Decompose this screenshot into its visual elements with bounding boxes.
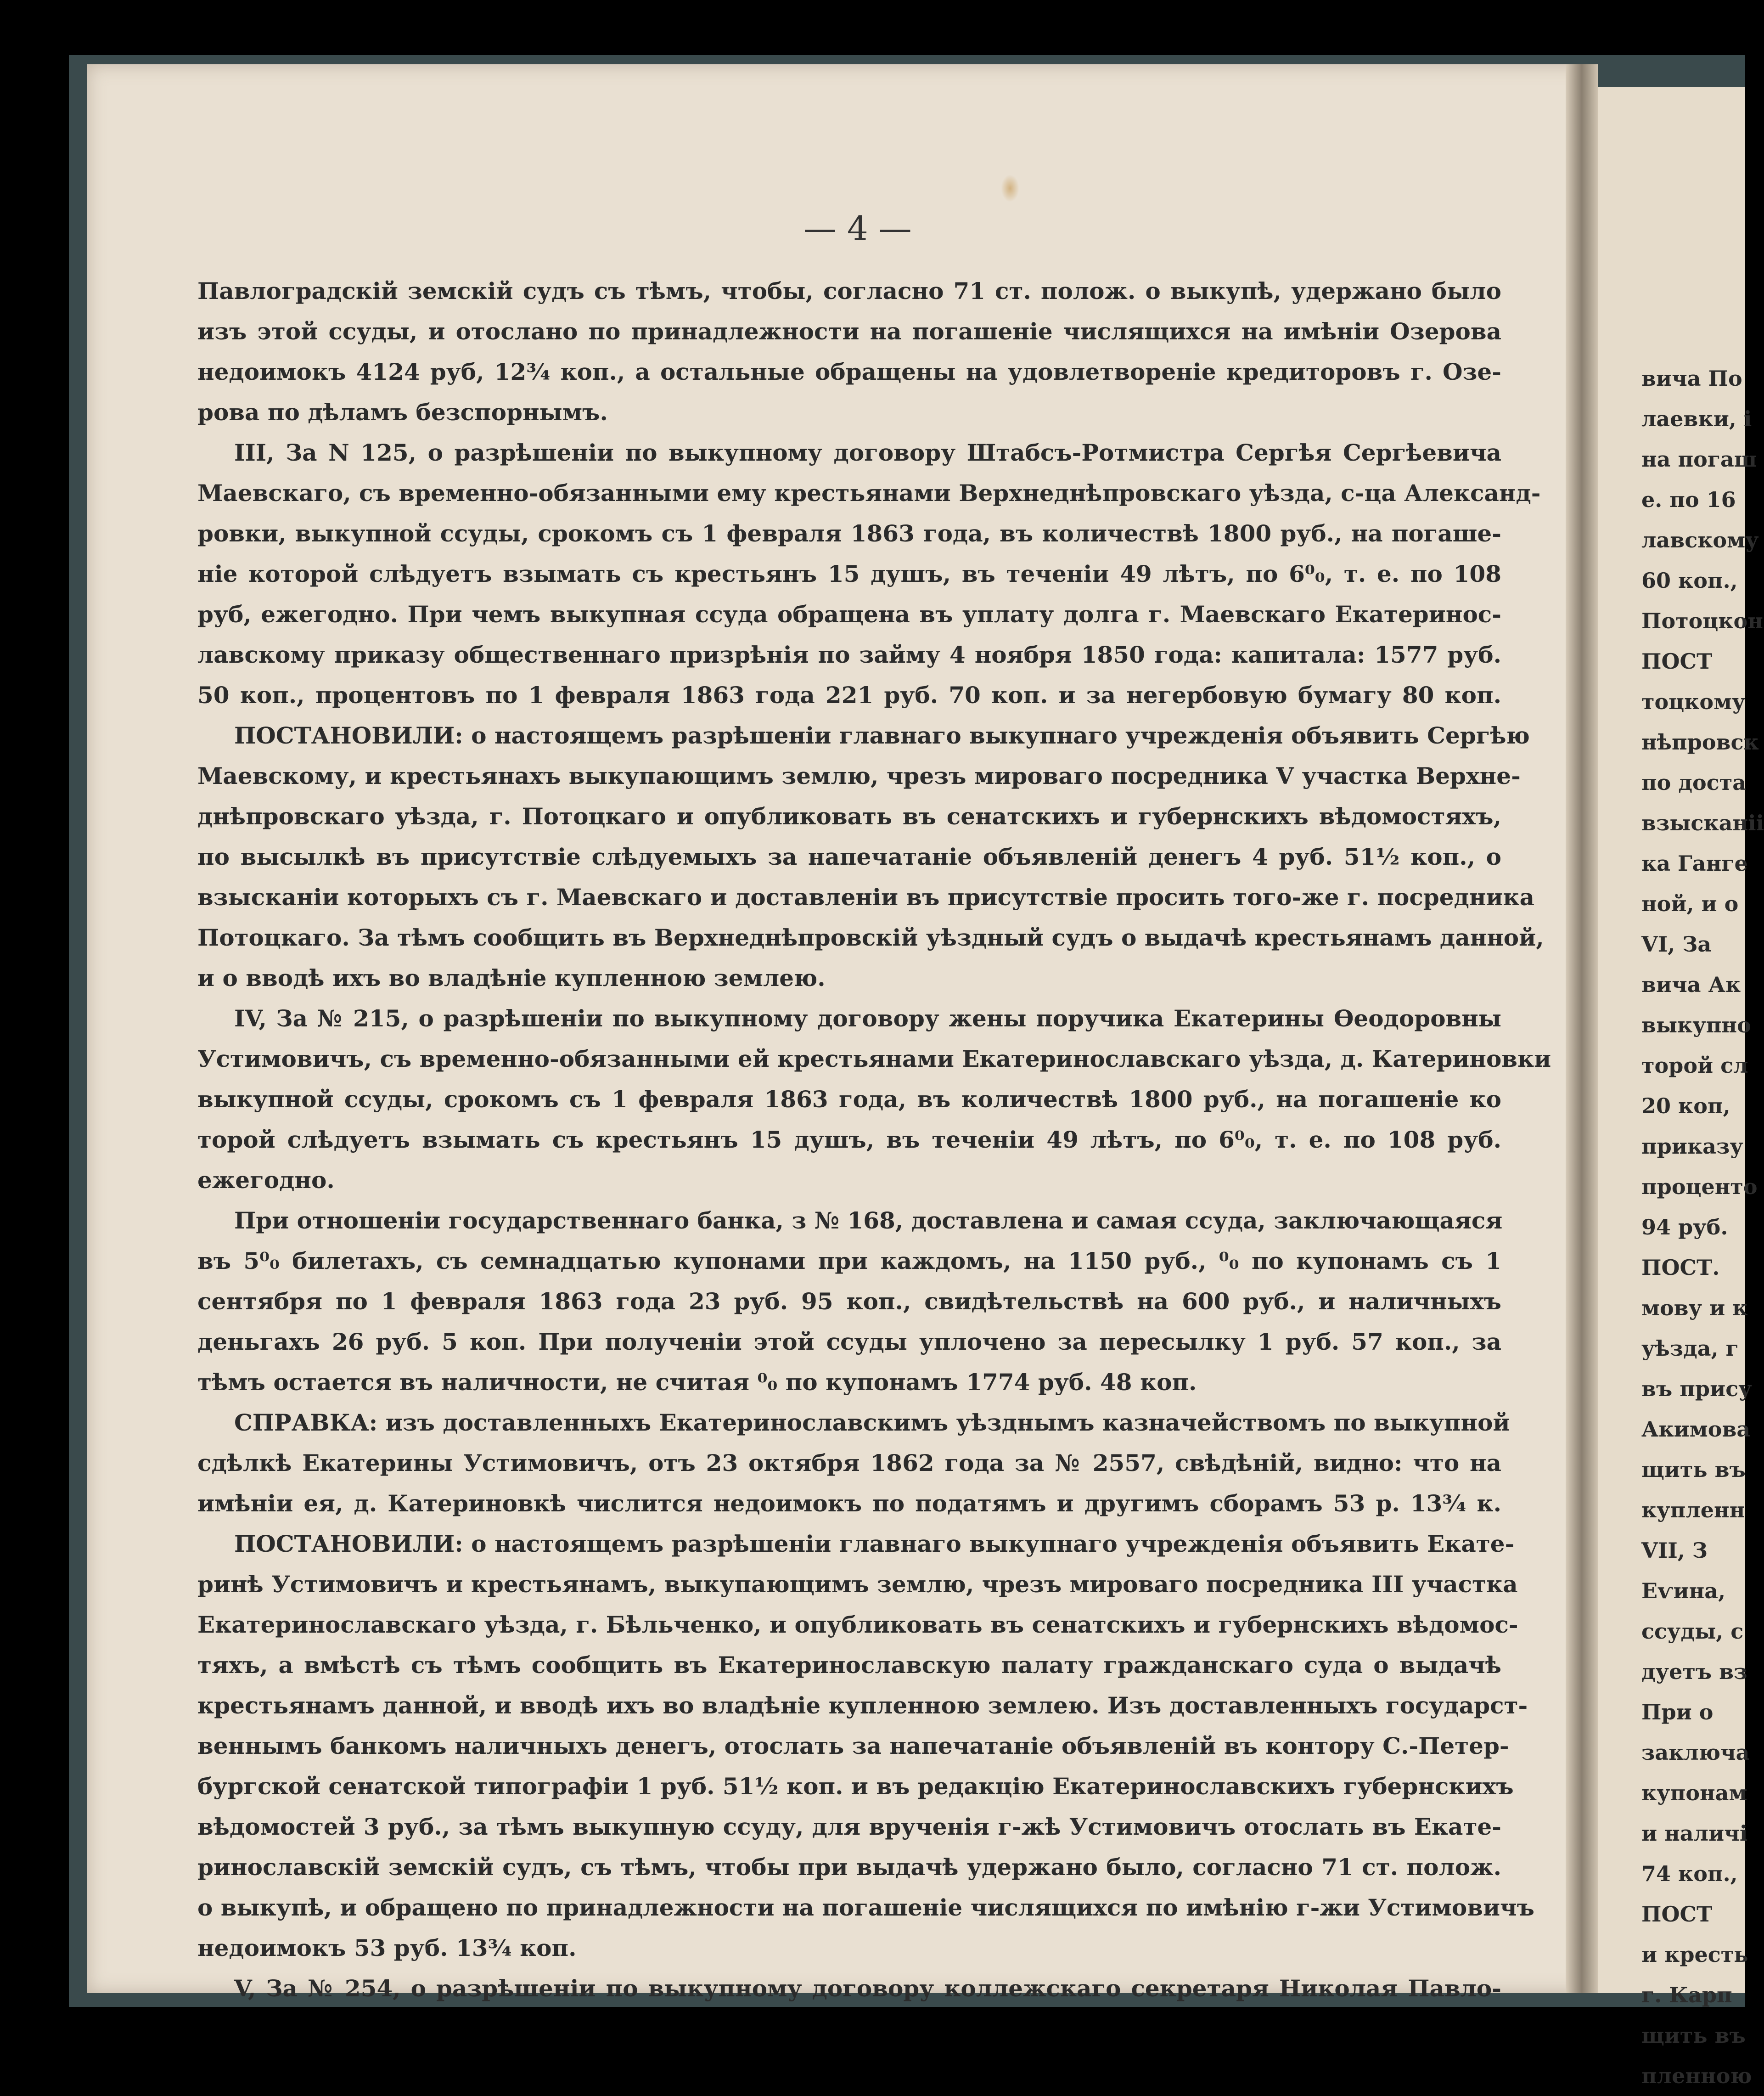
text-line: ежегодно. bbox=[197, 1166, 335, 1194]
facing-text-line: лавскому bbox=[1641, 528, 1759, 552]
facing-text-line: проценто bbox=[1641, 1174, 1758, 1199]
text-line: сентября по 1 февраля 1863 года 23 руб. 95 коп., свидѣтельствѣ на 600 руб., и наличныхъ bbox=[197, 1288, 1501, 1315]
text-line: недоимокъ 4124 руб, 12¾ коп., а остальные обращены на удовлетвореніе кредиторовъ г. Озе- bbox=[197, 358, 1501, 385]
paper-stain bbox=[1001, 175, 1019, 202]
text-line: взысканіи которыхъ съ г. Маевскаго и доставленіи въ присутствіе просить того-же г. посредника bbox=[197, 884, 1535, 911]
page-number: — 4 — bbox=[803, 209, 912, 248]
page-body-text bbox=[197, 271, 1551, 2009]
facing-text-line: лаевки, і bbox=[1641, 406, 1752, 431]
facing-text-line: ПОСТ bbox=[1641, 1902, 1713, 1927]
facing-text-line: заключа bbox=[1641, 1740, 1750, 1765]
facing-text-line: и наличі bbox=[1641, 1821, 1748, 1846]
facing-text-line: вича По bbox=[1641, 366, 1742, 391]
text-line: ринѣ Устимовичъ и крестьянамъ, выкупающимъ землю, чрезъ мироваго посредника III участка bbox=[197, 1571, 1518, 1598]
text-line: сдѣлкѣ Екатерины Устимовичъ, отъ 23 октября 1862 года за № 2557, свѣдѣній, видно: что на bbox=[197, 1449, 1501, 1476]
text-line: V, За № 254, о разрѣшеніи по выкупному договору коллежскаго секретаря Николая Павло- bbox=[234, 1975, 1501, 2002]
text-line: недоимокъ 53 руб. 13¾ коп. bbox=[197, 1934, 577, 1961]
book-spine bbox=[1566, 64, 1598, 1993]
facing-text-line: купонам bbox=[1641, 1780, 1747, 1805]
facing-text-line: на погаш bbox=[1641, 447, 1757, 472]
facing-text-line: щить въ bbox=[1641, 2023, 1746, 2048]
facing-text-line: выкупно bbox=[1641, 1013, 1751, 1037]
facing-text-line: 74 коп., bbox=[1641, 1861, 1738, 1886]
text-line: ПОСТАНОВИЛИ: о настоящемъ разрѣшеніи главнаго выкупнаго учрежденія объявить Сергѣю bbox=[234, 722, 1530, 749]
facing-text-line: нѣпровск bbox=[1641, 730, 1759, 755]
facing-text-line: 20 коп, bbox=[1641, 1093, 1730, 1118]
text-line: тяхъ, а вмѣстѣ съ тѣмъ сообщить въ Екатеринославскую палату гражданскаго суда о выдачѣ bbox=[197, 1651, 1501, 1679]
facing-text-line: Акимова bbox=[1641, 1417, 1751, 1442]
facing-text-line: г. Карп bbox=[1641, 1983, 1732, 2007]
facing-text-line: ка Ганге bbox=[1641, 851, 1748, 876]
facing-text-line: мову и к bbox=[1641, 1296, 1748, 1320]
facing-text-line: Еѵина, bbox=[1641, 1578, 1726, 1603]
text-line: ПОСТАНОВИЛИ: о настоящемъ разрѣшеніи главнаго выкупнаго учрежденія объявить Екате- bbox=[234, 1530, 1515, 1557]
facing-text-line: ПОСТ bbox=[1641, 649, 1713, 674]
text-line: имѣніи ея, д. Катериновкѣ числится недоимокъ по податямъ и другимъ сборамъ 53 р. 13¾ к. bbox=[197, 1490, 1501, 1517]
text-line: СПРАВКА: изъ доставленныхъ Екатеринославскимъ уѣзднымъ казначействомъ по выкупной bbox=[234, 1409, 1510, 1436]
facing-text-line: купленн bbox=[1641, 1498, 1745, 1522]
facing-text-line: приказу bbox=[1641, 1134, 1743, 1159]
facing-page bbox=[1598, 87, 1764, 2088]
text-line: вѣдомостей 3 руб., за тѣмъ выкупную ссуду, для врученія г-жѣ Устимовичъ отослать въ Екате- bbox=[197, 1813, 1501, 1840]
facing-text-line: ссуды, с bbox=[1641, 1619, 1744, 1644]
text-line: IV, За № 215, о разрѣшеніи по выкупному договору жены поручика Екатерины Өеодоровны bbox=[234, 1005, 1501, 1032]
text-line: рова по дѣламъ безспорнымъ. bbox=[197, 399, 608, 426]
text-line: Устимовичъ, съ временно-обязанными ей крестьянами Екатеринославскаго уѣзда, д. Катериновки bbox=[197, 1045, 1551, 1072]
facing-text-line: и кресть bbox=[1641, 1942, 1748, 1967]
text-line: бургской сенатской типографіи 1 руб. 51½ коп. и въ редакцію Екатеринославскихъ губернскихъ bbox=[197, 1773, 1514, 1800]
text-line: III, За N 125, о разрѣшеніи по выкупному договору Штабсъ-Ротмистра Сергѣя Сергѣевича bbox=[234, 439, 1501, 466]
text-line: торой слѣдуетъ взымать съ крестьянъ 15 душъ, въ теченіи 49 лѣтъ, по 6⁰₀, т. е. по 108 руб. bbox=[197, 1126, 1501, 1153]
text-line: 50 коп., процентовъ по 1 февраля 1863 года 221 руб. 70 коп. и за негербовую бумагу 80 коп. bbox=[197, 682, 1501, 709]
text-line: по высылкѣ въ присутствіе слѣдуемыхъ за напечатаніе объявленій денегъ 4 руб. 51½ коп., о bbox=[197, 843, 1501, 870]
text-line: о выкупѣ, и обращено по принадлежности на погашеніе числящихся по имѣнію г-жи Устимовичъ bbox=[197, 1894, 1535, 1921]
facing-text-line: VI, За bbox=[1641, 932, 1712, 957]
text-line: Потоцкаго. За тѣмъ сообщить въ Верхнеднѣпровскій уѣздный судъ о выдачѣ крестьянамъ данной, bbox=[197, 924, 1544, 951]
facing-text-line: по доста bbox=[1641, 770, 1747, 795]
text-line: днѣпровскаго уѣзда, г. Потоцкаго и опубликовать въ сенатскихъ и губернскихъ вѣдомостяхъ, bbox=[197, 803, 1501, 830]
facing-text-line: уѣзда, г bbox=[1641, 1336, 1739, 1361]
text-line: ринославскій земскій судъ, съ тѣмъ, чтобы при выдачѣ удержано было, согласно 71 ст. полож. bbox=[197, 1854, 1501, 1881]
facing-page-text bbox=[1598, 358, 1764, 2096]
text-line: ніе которой слѣдуетъ взымать съ крестьянъ 15 душъ, въ теченіи 49 лѣтъ, по 6⁰₀, т. е. по 108 bbox=[197, 560, 1501, 587]
text-line: деньгахъ 26 руб. 5 коп. При полученіи этой ссуды уплочено за пересылку 1 руб. 57 коп., за bbox=[197, 1328, 1501, 1355]
text-line: ровки, выкупной ссуды, срокомъ съ 1 февраля 1863 года, въ количествѣ 1800 руб., на погаше- bbox=[197, 520, 1501, 547]
facing-text-line: VII, З bbox=[1641, 1538, 1708, 1563]
text-line: изъ этой ссуды, и отослано по принадлежности на погашеніе числящихся на имѣніи Озерова bbox=[197, 318, 1501, 345]
facing-text-line: Потоцкон bbox=[1641, 609, 1763, 633]
text-line: При отношеніи государственнаго банка, з № 168, доставлена и самая ссуда, заключающаяся bbox=[234, 1207, 1503, 1234]
facing-text-line: щить въ bbox=[1641, 1457, 1746, 1482]
text-line: лавскому приказу общественнаго призрѣнія по займу 4 ноября 1850 года: капитала: 1577 руб. bbox=[197, 641, 1501, 668]
facing-text-line: ПОСТ. bbox=[1641, 1255, 1720, 1280]
text-line: веннымъ банкомъ наличныхъ денегъ, отослать за напечатаніе объявленій въ контору С.-Петер- bbox=[197, 1732, 1509, 1759]
facing-text-line: дуетъ вз bbox=[1641, 1659, 1747, 1684]
facing-text-line: е. по 16 bbox=[1641, 487, 1736, 512]
facing-text-line: 60 коп., bbox=[1641, 568, 1738, 593]
text-line: Маевскаго, съ временно-обязанными ему крестьянами Верхнеднѣпровскаго уѣзда, с-ца Александ- bbox=[197, 479, 1541, 507]
facing-text-line: вича Ак bbox=[1641, 972, 1741, 997]
facing-text-line: въ прису bbox=[1641, 1376, 1752, 1401]
text-line: въ 5⁰₀ билетахъ, съ семнадцатью купонами при каждомъ, на 1150 руб., ⁰₀ по купонамъ съ 1 bbox=[197, 1247, 1501, 1274]
facing-text-line: ной, и о bbox=[1641, 891, 1739, 916]
text-line: и о вводѣ ихъ во владѣніе купленною землею. bbox=[197, 964, 826, 992]
text-line: Маевскому, и крестьянахъ выкупающимъ землю, чрезъ мироваго посредника V участка Верхне- bbox=[197, 762, 1521, 789]
facing-text-line: пленною bbox=[1641, 2063, 1752, 2088]
text-line: руб, ежегодно. При чемъ выкупная ссуда обращена въ уплату долга г. Маевскаго Екатеринос- bbox=[197, 601, 1501, 628]
facing-text-line: тоцкому bbox=[1641, 689, 1746, 714]
text-line: Павлоградскій земскій судъ съ тѣмъ, чтобы, согласно 71 ст. полож. о выкупѣ, удержано было bbox=[197, 277, 1501, 304]
text-line: Екатеринославскаго уѣзда, г. Бѣльченко, и опубликовать въ сенатскихъ и губернскихъ вѣдомос- bbox=[197, 1611, 1518, 1638]
facing-text-line: взысканіі bbox=[1641, 811, 1764, 835]
facing-text-line: При о bbox=[1641, 1700, 1713, 1724]
text-line: выкупной ссуды, срокомъ съ 1 февраля 1863 года, въ количествѣ 1800 руб., на погашеніе ко bbox=[197, 1086, 1501, 1113]
facing-text-line: торой сл bbox=[1641, 1053, 1748, 1078]
facing-text-line: 94 руб. bbox=[1641, 1215, 1728, 1240]
text-line: тѣмъ остается въ наличности, не считая ⁰₀ по купонамъ 1774 руб. 48 коп. bbox=[197, 1369, 1197, 1396]
text-line: крестьянамъ данной, и вводѣ ихъ во владѣніе купленною землею. Изъ доставленныхъ государст- bbox=[197, 1692, 1528, 1719]
